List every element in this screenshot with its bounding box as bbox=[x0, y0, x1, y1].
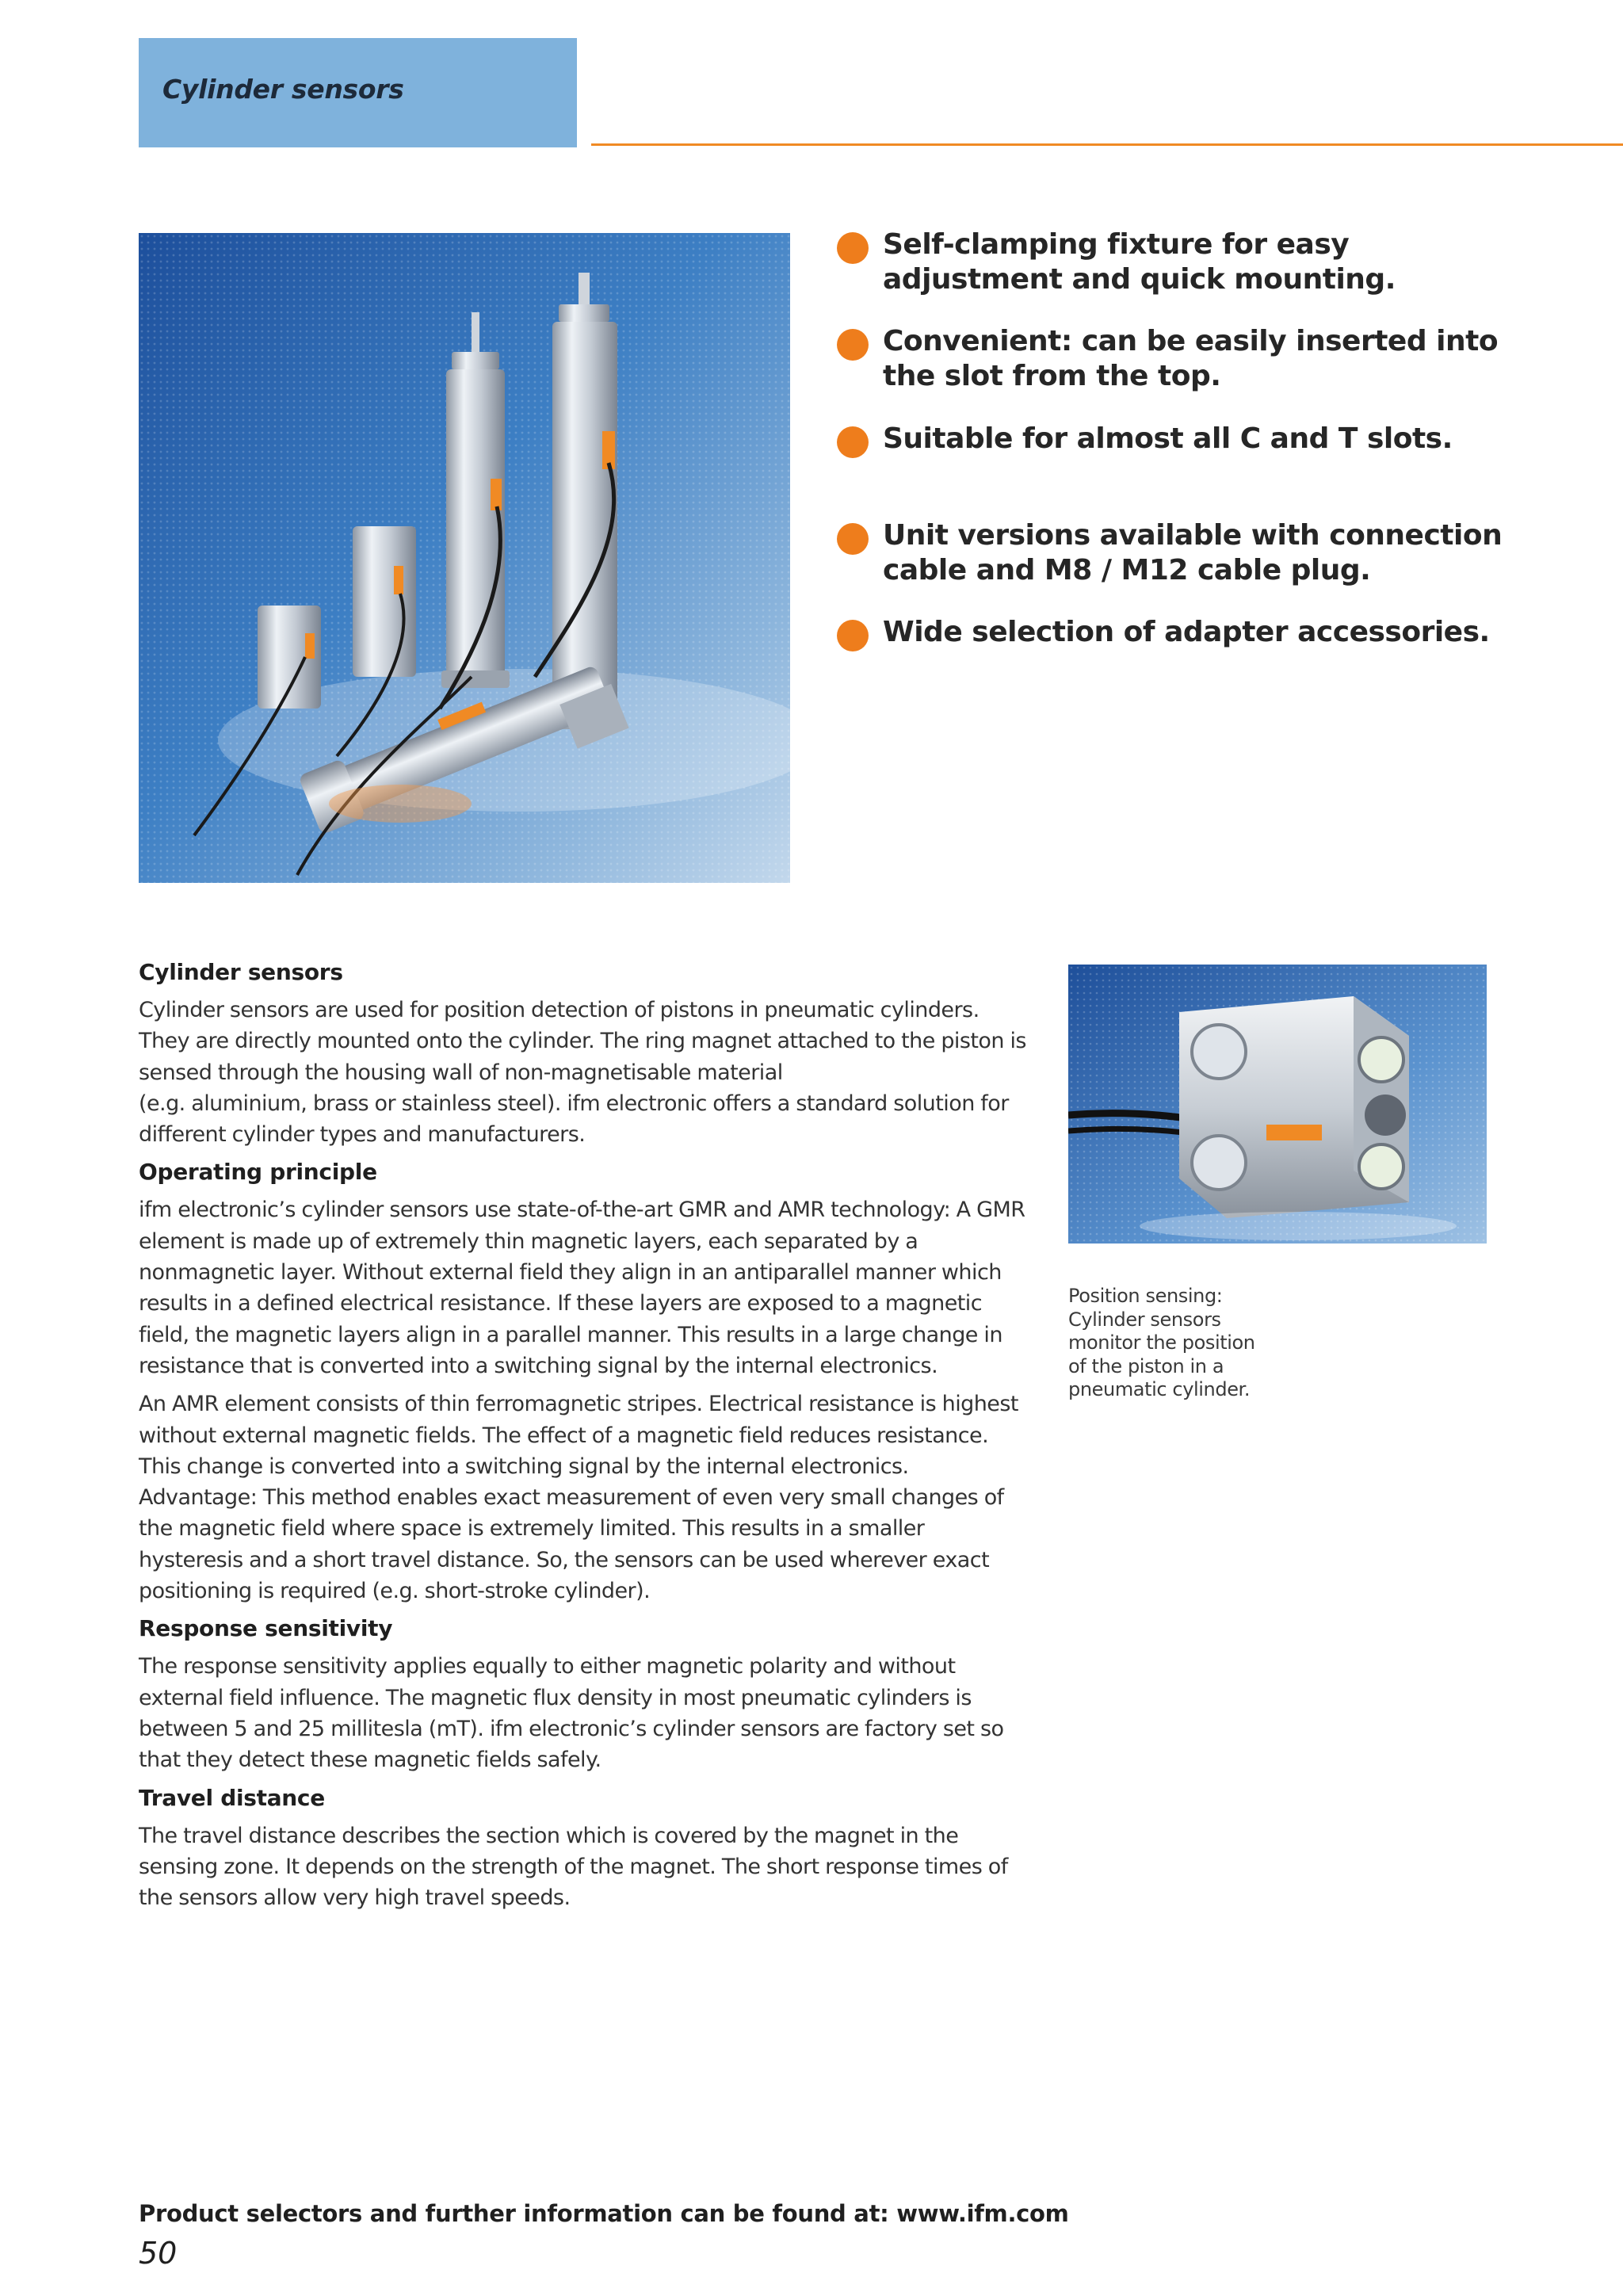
page-title: Cylinder sensors bbox=[162, 74, 404, 105]
bullet-icon bbox=[837, 329, 869, 361]
feature-text: Wide selection of adapter accessories. bbox=[883, 616, 1490, 648]
section-paragraph: An AMR element consists of thin ferromagnetic stripes. Electrical resistance is highest without external magnetic fields. The effect of a magnetic field reduces resistance. This change is converted into a switching signal by the internal electronics. Advantage: This method enables exact measurement of even very small changes of the magnetic field where space is extremely limited. This results in a smaller hysteresis and a short travel distance. So, the sensors can be used wherever exact positioning is required (e.g. short-stroke cylinder). bbox=[139, 1392, 1018, 1604]
section-heading: Response sensitivity bbox=[139, 1615, 393, 1642]
hero-product-photo bbox=[139, 233, 790, 883]
section-paragraph: ifm electronic’s cylinder sensors use state-of-the-art GMR and AMR technology: A GMR element is made up of extremely thin magnetic layers, each separated by a nonmagnetic layer. Without external field they align in an antiparallel manner which results in a defined electrical resistance. If these layers are exposed to a magnetic field, the magnetic layers align in a parallel manner. This results in a large change in resistance that is converted into a switching signal by the internal electronics. bbox=[139, 1198, 1025, 1378]
feature-text: Unit versions available with connection cable and M8 / M12 cable plug. bbox=[883, 519, 1503, 586]
section-paragraph: The travel distance describes the section which is covered by the magnet in the sensing zone. It depends on the strength of the magnet. The short response times of the sensors allow very high travel speeds. bbox=[139, 1823, 1008, 1911]
side-product-photo bbox=[1068, 965, 1487, 1244]
section-paragraph: Cylinder sensors are used for position detection of pistons in pneumatic cylinders. They are directly mounted onto the cylinder. The ring magnet attached to the piston is sensed through the housing wall of non-magnetisable material (e.g. aluminium, brass or stainless steel). ifm electronic offers a standard solution for different cylinder types and manufacturers. bbox=[139, 998, 1026, 1148]
body-text-column bbox=[139, 957, 1026, 1920]
header-rule bbox=[591, 143, 1623, 146]
section-heading: Travel distance bbox=[139, 1784, 325, 1811]
section-heading: Cylinder sensors bbox=[139, 959, 343, 985]
page-number: 50 bbox=[139, 2236, 178, 2271]
bullet-icon bbox=[837, 523, 869, 555]
bullet-icon bbox=[837, 620, 869, 651]
feature-text: Self-clamping fixture for easy adjustment and quick mounting. bbox=[883, 228, 1396, 296]
footer-note: Product selectors and further information can be found at: www.ifm.com bbox=[139, 2200, 1069, 2227]
bullet-icon bbox=[837, 426, 869, 458]
feature-text: Convenient: can be easily inserted into the slot from the top. bbox=[883, 325, 1499, 392]
figure-caption: Position sensing: Cylinder sensors monitor the position of the piston in a pneumatic cylinder. bbox=[1068, 1285, 1255, 1400]
section-heading: Operating principle bbox=[139, 1159, 377, 1186]
bullet-icon bbox=[837, 232, 869, 264]
feature-text: Suitable for almost all C and T slots. bbox=[883, 422, 1453, 455]
section-paragraph: The response sensitivity applies equally to either magnetic polarity and without external field influence. The magnetic flux density in most pneumatic cylinders is between 5 and 25 millitesla (mT). ifm electronic’s cylinder sensors are factory set so that they detect these magnetic fields safely. bbox=[139, 1654, 1004, 1773]
